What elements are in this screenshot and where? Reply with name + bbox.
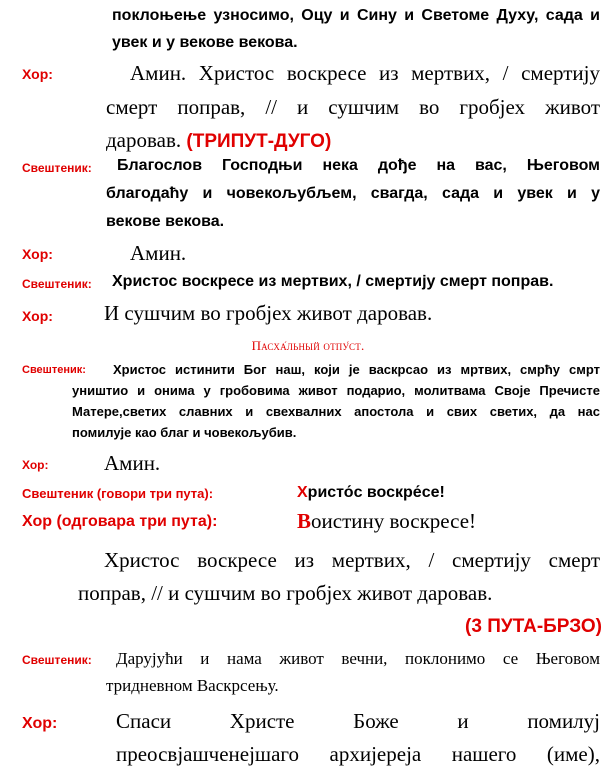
choir-text: поправ, // и сушчим во гробјех живот даровав. xyxy=(78,581,493,605)
choir-label: Хор: xyxy=(22,66,53,82)
priest-label: Свештеник: xyxy=(22,277,92,291)
choir-text: Спаси Христе Боже и помилуј xyxy=(116,709,600,733)
choir-text xyxy=(106,127,331,155)
priest-text: тридневном Васкрсењу. xyxy=(106,676,279,695)
text-line: увек и у векове векова. xyxy=(112,34,298,51)
priest-text: Благослов Господњи нека дође на вас, Његовом xyxy=(117,157,600,174)
repeat-note: (3 ПУТА-БРЗО) xyxy=(465,616,602,637)
priest-exclamation: ристо́с воскре́се! xyxy=(307,484,445,501)
drop-initial: В xyxy=(297,509,312,533)
choir-text: И сушчим во гробјех живот даровав. xyxy=(104,301,433,325)
choir-text-end: даровав. xyxy=(106,128,182,152)
repeat-note: (ТРИПУТ-ДУГО) xyxy=(186,131,332,152)
choir-text: Христос воскресе из мертвих, / смертију смерт xyxy=(104,548,600,572)
priest-text: Христос воскресе из мертвих, / смертију смерт поправ. xyxy=(112,273,554,290)
priest-text: Матере,светих славних и свехвалних апостола и свих светих, да нас xyxy=(72,404,600,419)
priest-label: Свештеник (говори три пута): xyxy=(22,486,214,501)
priest-text: Дарујући и нама живот вечни, поклонимо се Његовом xyxy=(116,649,600,668)
priest-text xyxy=(297,483,445,503)
drop-initial: Х xyxy=(297,484,308,501)
text-line: поклоњење узносимо, Оцу и Сину и Светоме Духу, сада и xyxy=(112,7,600,24)
choir-response: оистину воскресе! xyxy=(311,509,477,533)
choir-text: смерт поправ, // и сушчим во гробјех живот xyxy=(106,95,600,119)
priest-text: помилује као благ и човекољубив. xyxy=(72,425,297,440)
choir-label: Хор: xyxy=(22,715,58,732)
priest-label: Свештеник: xyxy=(22,161,92,175)
priest-text: уништио и онима у гробовима живот подарио, молитвама Своје Пречисте xyxy=(72,383,600,398)
priest-text: векове векова. xyxy=(106,213,225,230)
priest-label: Свештеник: xyxy=(22,364,86,376)
choir-label: Хор: xyxy=(22,308,53,324)
choir-text: Амин. Христос воскресе из мертвих, / смертију xyxy=(130,61,600,85)
priest-text: Христос истинити Бог наш, који је васкрсао из мртвих, смрћу смрт xyxy=(113,362,600,377)
choir-label: Хор: xyxy=(22,458,49,472)
priest-text: благодаћу и човекољубљем, свагда, сада и увек и у xyxy=(106,185,600,202)
section-heading: Пасха́льный отпу́ст. xyxy=(251,338,365,353)
priest-label: Свештеник: xyxy=(22,653,92,667)
choir-text: Амин. xyxy=(104,451,161,475)
choir-text: Амин. xyxy=(130,241,187,265)
choir-text xyxy=(297,508,476,534)
choir-text: преосвјашченејшаго архијереја нашего (име), xyxy=(116,742,600,766)
choir-label: Хор: xyxy=(22,246,53,262)
choir-label: Хор (одговара три пута): xyxy=(22,513,218,530)
